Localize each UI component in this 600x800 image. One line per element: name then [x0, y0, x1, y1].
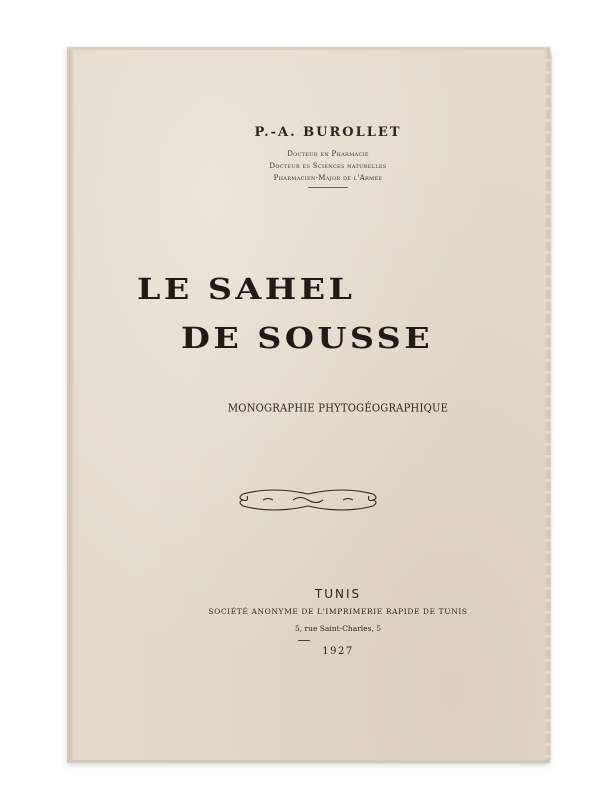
scroll-flourish-ornament-icon [233, 480, 383, 520]
title-line-2: DE SOUSSE [181, 321, 434, 355]
publisher-name: SOCIÉTÉ ANONYME DE L'IMPRIMERIE RAPIDE DE TUNIS [208, 607, 468, 616]
divider-rule [308, 187, 348, 188]
author-qualifications [89, 148, 567, 188]
year-divider [298, 640, 310, 641]
qualification-line: Docteur ès Sciences naturelles [269, 162, 387, 170]
author-name: P.-A. BUROLLET [254, 125, 402, 140]
publication-year: 1927 [322, 646, 354, 657]
publisher-address: 5, rue Saint-Charles, 5 [294, 624, 381, 633]
qualification-line: Docteur en Pharmacie [287, 150, 369, 158]
publication-city: TUNIS [314, 587, 362, 601]
spine-edge [69, 50, 75, 760]
book-cover [67, 47, 550, 763]
qualification-line: Pharmacien-Major de l'Armée [273, 174, 383, 182]
title-line-1: LE SAHEL [137, 272, 356, 306]
subtitle: MONOGRAPHIE PHYTOGÉOGRAPHIQUE [227, 402, 449, 415]
